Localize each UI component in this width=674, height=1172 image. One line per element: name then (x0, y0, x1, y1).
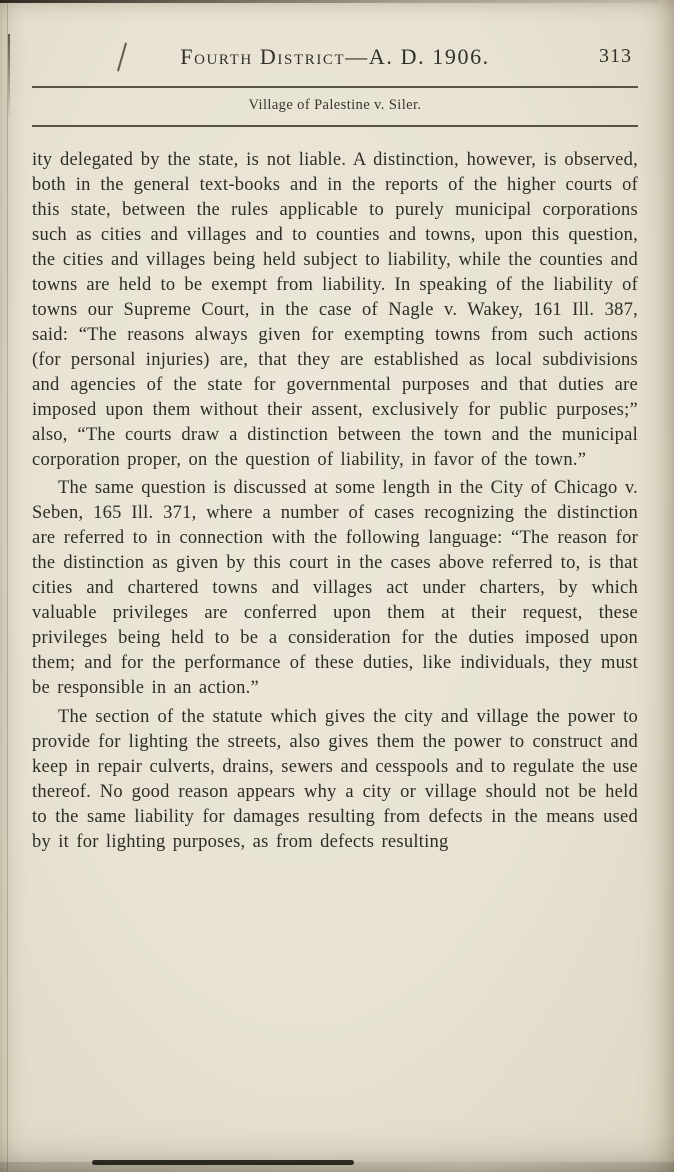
body-paragraph-1: ity delegated by the state, is not liable. A distinction, however, is observed, both in the general text-books and in the reports of the higher courts of this state, between the rules applicable to purely municipal corporations such as cities and villages and to counties and towns, upon this question, the cities and villages being held subject to liability, while the counties and towns are held to be exempt from liability. In speaking of the liability of towns our Supreme Court, in the case of Nagle v. Wakey, 161 Ill. 387, said: “The reasons always given for exempting towns from such actions (for personal injuries) are, that they are established as local subdivisions and agencies of the state for governmental purposes and that duties are imposed upon them without their assent, exclusively for public purposes;” also, “The courts draw a distinction between the town and the municipal corporation proper, on the question of liability, in favor of the town.” (32, 150, 638, 470)
body-text (32, 148, 638, 855)
page-header (32, 44, 638, 74)
case-caption: Village of Palestine v. Siler. (248, 97, 422, 113)
header-rule (32, 86, 638, 88)
running-head-title: Fourth District—A. D. 1906. (180, 44, 490, 69)
body-paragraph-3: The section of the statute which gives the city and village the power to provide for lighting the streets, also gives them the power to construct and keep in repair culverts, drains, sewers and cesspools and to regulate the use thereof. No good reason appears why a city or village should not be held to the same liability for damages resulting from defects in the means used by it for lighting purposes, as from defects resulting (32, 707, 638, 852)
page-number: 313 (599, 45, 632, 67)
body-paragraph-2: The same question is discussed at some length in the City of Chicago v. Seben, 165 Ill. 371, where a number of cases recognizing the distinction are referred to in connection with the following language: “The reason for the distinction as given by this court in the cases above referred to, is that cities and chartered towns and villages act under charters, by which valuable privileges are conferred upon them at their request, these privileges being held to be a consideration for the duties imposed upon them; and for the performance of these duties, like individuals, they must be responsible in an action.” (32, 478, 638, 698)
scan-artifact-bottom-sliver (92, 1160, 354, 1165)
scan-artifact-bottom-shade (0, 1162, 674, 1172)
caption-rule (32, 125, 638, 127)
